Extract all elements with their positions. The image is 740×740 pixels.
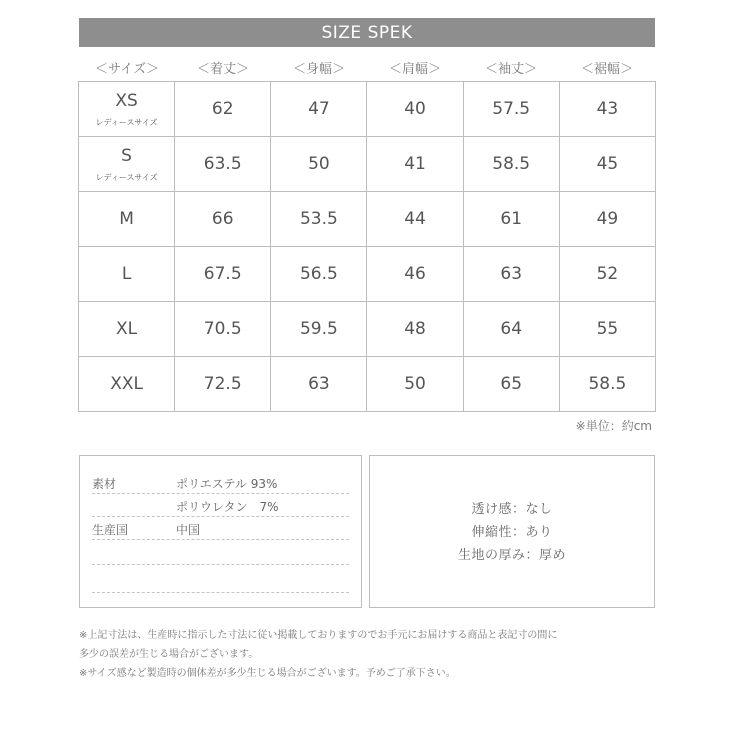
- origin-value: 中国: [176, 523, 201, 537]
- size-row: [79, 247, 656, 302]
- measure-cell: 63: [463, 247, 559, 302]
- header-sleeve: ＜袖丈＞: [484, 62, 537, 77]
- measure-cell: 40: [367, 82, 463, 137]
- origin-label: 生産国: [92, 523, 129, 537]
- measure-cell: 47: [271, 82, 367, 137]
- origin-row: [92, 519, 349, 540]
- note-line: ※上記寸法は、生産時に指示した寸法に従い掲載しておりますのでお手元にお届けする商品と表記寸の間に: [79, 630, 558, 641]
- size-cell: [79, 82, 175, 137]
- size-cell: [79, 137, 175, 192]
- size-cell: [79, 357, 175, 412]
- measure-cell: 45: [559, 137, 655, 192]
- empty-row: [92, 544, 349, 565]
- measure-cell: 63.5: [175, 137, 271, 192]
- thickness-text: 生地の厚み：厚め: [457, 548, 566, 563]
- materials-box: [79, 455, 362, 608]
- size-cell: [79, 192, 175, 247]
- measure-cell: 64: [463, 302, 559, 357]
- size-label: L: [121, 264, 132, 284]
- material-row: [92, 473, 349, 494]
- measure-cell: 62: [175, 82, 271, 137]
- measure-cell: 63: [271, 357, 367, 412]
- size-row: [79, 137, 656, 192]
- size-spec-title: SIZE SPEK: [79, 18, 655, 47]
- notes: [79, 626, 669, 683]
- size-label: XL: [116, 319, 138, 339]
- empty-row: [92, 572, 349, 593]
- size-cell: [79, 247, 175, 302]
- fabric-properties-box: [369, 455, 655, 608]
- measure-cell: 57.5: [463, 82, 559, 137]
- measure-cell: 50: [367, 357, 463, 412]
- size-row: [79, 192, 656, 247]
- note-line: ※サイズ感など製造時の個体差が多少生じる場合がございます。予めご了承下さい。: [79, 668, 456, 679]
- measure-cell: 52: [559, 247, 655, 302]
- measure-cell: 65: [463, 357, 559, 412]
- measure-cell: 59.5: [271, 302, 367, 357]
- material-value: ポリウレタン 7%: [176, 500, 279, 514]
- material-row: [92, 496, 349, 517]
- material-label: 素材: [92, 477, 117, 491]
- measure-cell: 66: [175, 192, 271, 247]
- material-value: ポリエステル 93%: [176, 477, 278, 491]
- header-width: ＜身幅＞: [292, 62, 345, 77]
- measure-cell: 56.5: [271, 247, 367, 302]
- measure-cell: 53.5: [271, 192, 367, 247]
- size-label: S: [121, 145, 132, 166]
- measure-cell: 58.5: [559, 357, 655, 412]
- measure-cell: 50: [271, 137, 367, 192]
- size-sublabel: レディースサイズ: [95, 172, 158, 182]
- size-cell: [79, 302, 175, 357]
- unit-note: ※単位：約cm: [575, 419, 652, 433]
- measure-cell: 67.5: [175, 247, 271, 302]
- size-row: [79, 302, 656, 357]
- column-headers: [79, 58, 655, 80]
- measure-cell: 44: [367, 192, 463, 247]
- transparency-text: 透け感：なし: [471, 502, 553, 517]
- size-row: [79, 357, 656, 412]
- header-size: ＜サイズ＞: [95, 62, 159, 77]
- measure-cell: 70.5: [175, 302, 271, 357]
- measure-cell: 49: [559, 192, 655, 247]
- size-sublabel: レディースサイズ: [95, 117, 158, 127]
- note-line: 多少の誤差が生じる場合がございます。: [79, 649, 259, 660]
- properties-list: [370, 498, 654, 567]
- measure-cell: 61: [463, 192, 559, 247]
- size-table: [78, 81, 656, 412]
- stretch-text: 伸縮性：あり: [471, 525, 553, 540]
- measure-cell: 43: [559, 82, 655, 137]
- header-shoulder: ＜肩幅＞: [388, 62, 441, 77]
- measure-cell: 46: [367, 247, 463, 302]
- measure-cell: 58.5: [463, 137, 559, 192]
- size-label: XS: [115, 90, 138, 111]
- size-row: [79, 82, 656, 137]
- header-length: ＜着丈＞: [196, 62, 249, 77]
- size-label: M: [119, 209, 134, 229]
- size-label: XXL: [110, 374, 143, 394]
- measure-cell: 41: [367, 137, 463, 192]
- measure-cell: 55: [559, 302, 655, 357]
- header-hem: ＜裾幅＞: [580, 62, 633, 77]
- measure-cell: 72.5: [175, 357, 271, 412]
- measure-cell: 48: [367, 302, 463, 357]
